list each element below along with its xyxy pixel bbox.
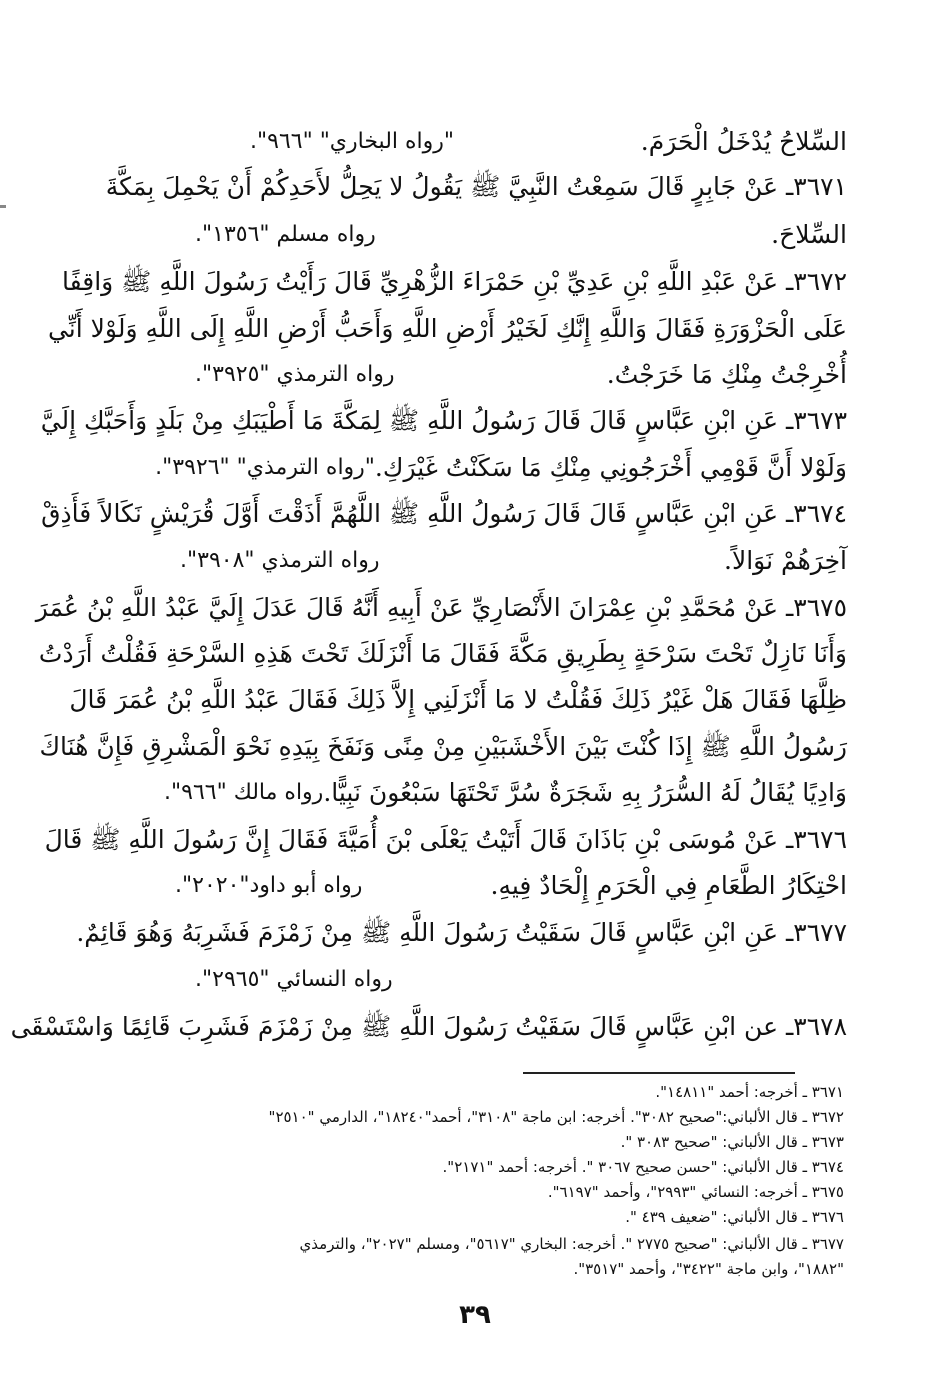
hadith-text: السِّلاحَ. [771,220,847,249]
text-line [150,448,847,488]
footnote-separator [523,1072,795,1074]
text-line [150,215,847,255]
hadith-line: رَسُولُ اللَّهِ ﷺ إِذَا كُنْتَ بَيْنَ الأَخْشَبَيْنِ مِنْ مِنًى وَنَفَخَ بِيَدِهِ نَحْوَ الْمَشْرِقِ فَإِنَّ هُنَاكَ [39,732,847,761]
hadith-source: رواه مالك "٩٦٦". [164,780,324,805]
footnote: ٣٦٧٤ ـ قال الألباني: "حسن صحيح ٣٠٦٧ ". أخرجه: أحمد "٢١٧١". [442,1158,844,1176]
hadith-line: ٣٦٧٣ـ عَنِ ابْنِ عَبَّاسٍ قَالَ قَالَ رَسُولُ اللَّهِ ﷺ لِمَكَّةَ مَا أَطْيَبَكِ مِنْ بَلَدٍ وَأَحَبَّكِ إِلَيَّ [40,406,847,435]
text-line [150,773,847,813]
hadith-line: ٣٦٧٦ـ عَنْ مُوسَى بْنِ بَاذَانَ قَالَ أَتَيْتُ يَعْلَى بْنَ أُمَيَّةَ فَقَالَ إِنَّ رَسُولَ اللَّهِ ﷺ قَالَ [44,825,847,854]
hadith-source: "رواه البخاري" "٩٦٦". [250,129,455,154]
footnote: "١٨٨٢"، وابن ماجة "٣٤٢٢"، وأحمد "٣٥١٧". [573,1260,844,1278]
hadith-text: أُخْرِجْتُ مِنْكِ مَا خَرَجْتُ. [606,360,847,389]
hadith-source: رواه الترمذي "٣٩٢٥". [195,362,395,387]
hadith-source: رواه مسلم "١٣٥٦". [195,222,376,247]
scan-edge-mark [0,205,6,208]
hadith-source: رواه أبو داود"٢٠٢٠". [175,873,363,898]
text-line [150,541,847,581]
hadith-source: رواه الترمذي "٣٩٠٨". [180,548,380,573]
text-line [150,355,847,395]
text-line [150,122,847,162]
hadith-source: رواه النسائي "٢٩٦٥". [195,967,393,992]
hadith-line: ٣٦٧٥ـ عَنْ مُحَمَّدِ بْنِ عِمْرَانَ الأَنْصَارِيِّ عَنْ أَبِيهِ أَنَّهُ قَالَ عَدَلَ إِلَيَّ عَبْدُ اللَّهِ بْنُ عُمَرَ [35,593,847,622]
footnote: ٣٦٧٢ ـ قال الألباني:"صحيح ٣٠٨٢". أخرجه: ابن ماجة "٣١٠٨"، أحمد"١٨٢٤٠"، الدارمي "٢٥١٠" [268,1108,844,1126]
hadith-text: آخِرَهُمْ نَوَالاً. [724,546,847,575]
hadith-line: وَأَنَا نَازِلٌ تَحْتَ سَرْحَةٍ بِطَرِيقِ مَكَّةَ فَقَالَ مَا أَنْزَلَكَ تَحْتَ هَذِهِ السَّرْحَةِ فَقُلْتُ أَرَدْتُ [38,639,847,668]
hadith-text: وَادِيًا يُقَالُ لَهُ السُّرَرُ بِهِ شَجَرَةٌ سُرَّ تَحْتَهَا سَبْعُونَ نَبِيًّا. [323,778,847,807]
hadith-line: ٣٦٧٢ـ عَنْ عَبْدِ اللَّهِ بْنِ عَدِيِّ بْنِ حَمْرَاءَ الزُّهْرِيِّ قَالَ رَأَيْتُ رَسُولَ اللَّهِ ﷺ وَاقِفًا [62,267,847,296]
footnote: ٣٦٧٦ ـ قال الألباني: "ضعيف ٤٣٩ ". [625,1208,844,1226]
hadith-line: ظِلَّهَا فَقَالَ هَلْ غَيْرُ ذَلِكَ فَقُلْتُ لا مَا أَنْزَلَنِي إِلاَّ ذَلِكَ فَقَالَ عَبْدُ اللَّهِ بْنُ عُمَرَ قَالَ [69,685,847,714]
hadith-source: "رواه الترمذي" "٣٩٢٦". [155,455,375,480]
text-line [150,866,847,906]
footnote: ٣٦٧٧ ـ قال الألباني: "صحيح ٢٧٧٥ ". أخرجه: البخاري "٥٦١٧"، ومسلم "٢٠٢٧"، والترمذي [299,1235,844,1253]
hadith-line: ٣٦٧٨ـ عن ابْنِ عَبَّاسٍ قَالَ سَقَيْتُ رَسُولَ اللَّهِ ﷺ مِنْ زَمْزَمَ فَشَرِبَ قَائِمًا وَاسْتَسْقَى [10,1012,847,1041]
hadith-line: ٣٦٧١ـ عَنْ جَابِرٍ قَالَ سَمِعْتُ النَّبِيَّ ﷺ يَقُولُ لا يَحِلُّ لأَحَدِكُمْ أَنْ يَحْمِلَ بِمَكَّةَ [105,172,847,201]
footnote: ٣٦٧٣ ـ قال الألباني: "صحيح ٣٠٨٣ ". [620,1133,844,1151]
hadith-line: ٣٦٧٤ـ عَنِ ابْنِ عَبَّاسٍ قَالَ قَالَ رَسُولُ اللَّهِ ﷺ اللَّهُمَّ أَذَقْتَ أَوَّلَ قُرَيْشٍ نَكَالاً فَأَذِقْ [41,499,847,528]
footnote: ٣٦٧١ ـ أخرجه: أحمد "١٤٨١١". [655,1083,844,1101]
hadith-line: ٣٦٧٧ـ عَنِ ابْنِ عَبَّاسٍ قَالَ سَقَيْتُ رَسُولَ اللَّهِ ﷺ مِنْ زَمْزَمَ فَشَرِبَهُ وَهُوَ قَائِمٌ. [76,918,847,947]
footnote: ٣٦٧٥ ـ أخرجه: النسائي "٢٩٩٣"، وأحمد "٦١٩٧". [547,1183,844,1201]
hadith-line: عَلَى الْحَزْوَرَةِ فَقَالَ وَاللَّهِ إِنَّكِ لَخَيْرُ أَرْضِ اللَّهِ وَأَحَبُّ أَرْضِ اللَّهِ إِلَى اللَّهِ وَلَوْلا أَنِّي [47,314,847,343]
hadith-text: السِّلاحُ يُدْخَلُ الْحَرَمَ. [640,127,847,156]
page-number: ٣٩ [459,1300,491,1330]
hadith-text: وَلَوْلا أَنَّ قَوْمِي أَخْرَجُونِي مِنْكِ مَا سَكَنْتُ غَيْرَكِ. [374,453,847,482]
hadith-text: احْتِكَارُ الطَّعَامِ فِي الْحَرَمِ إِلْحَادٌ فِيهِ. [490,871,847,900]
